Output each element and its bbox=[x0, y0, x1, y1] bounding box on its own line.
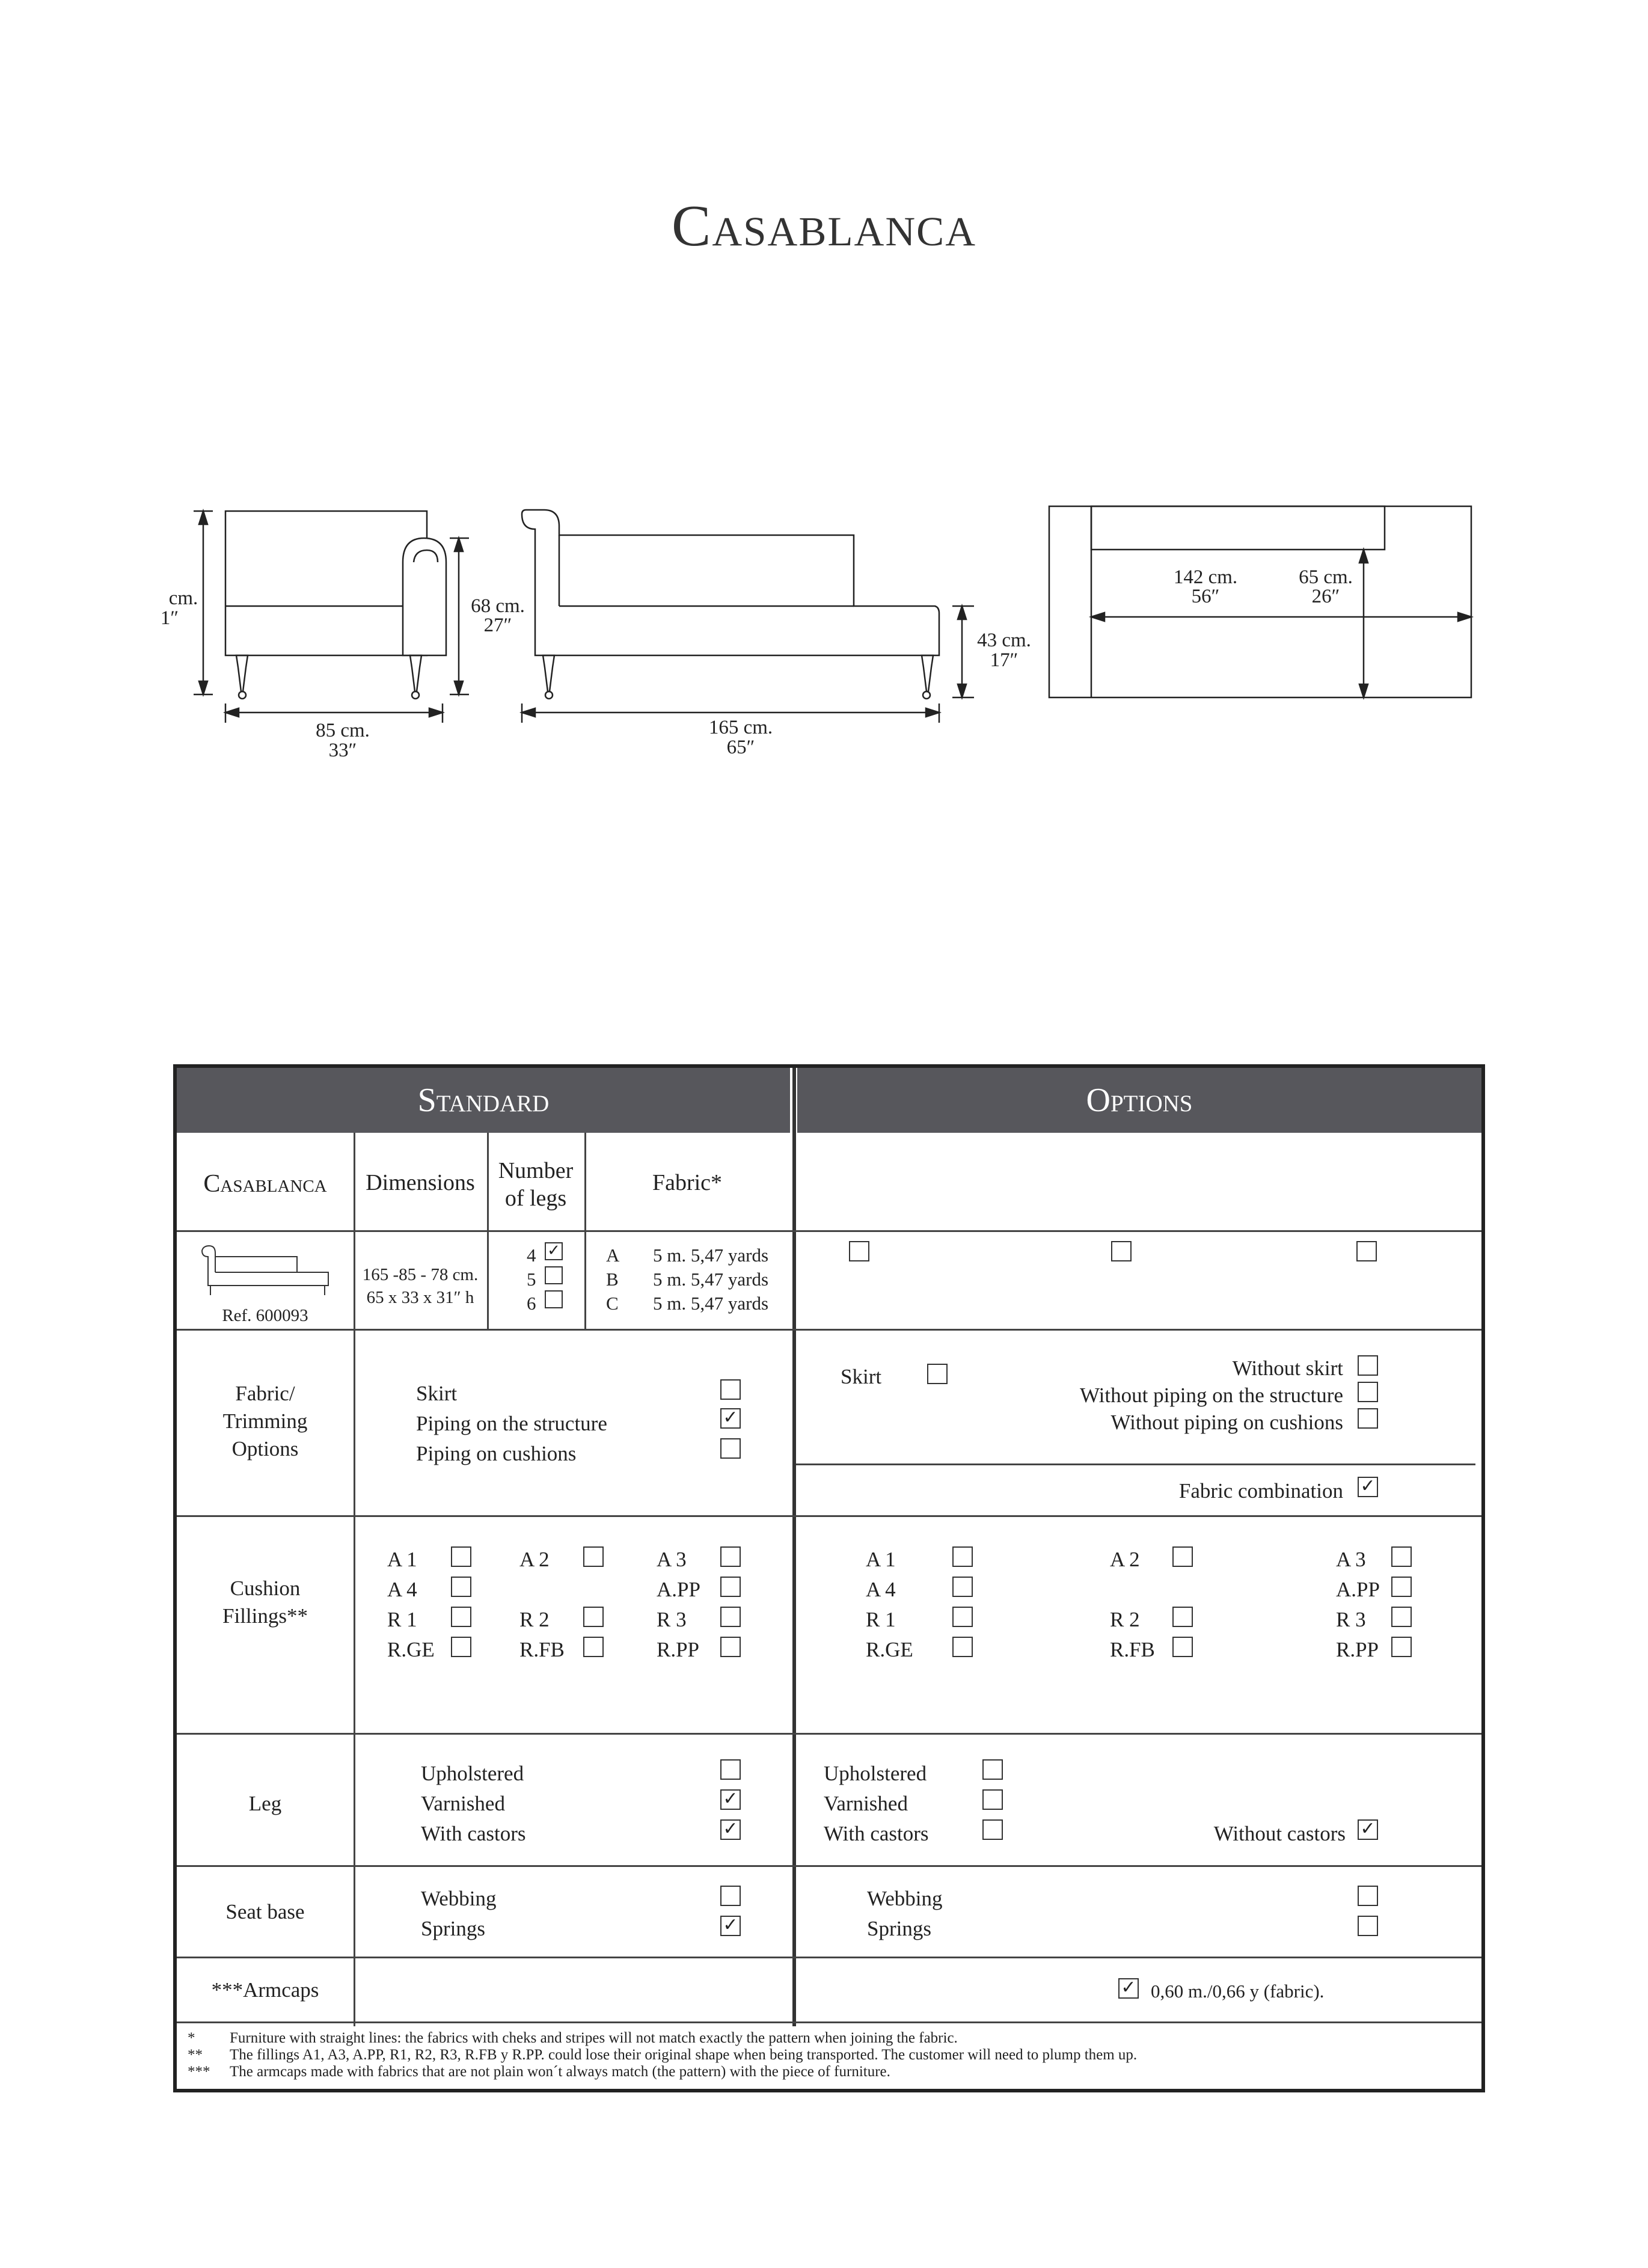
cushion-opt-a4-checkbox[interactable] bbox=[952, 1577, 973, 1597]
leg-opt-upholstered: Upholstered bbox=[824, 1762, 927, 1785]
cushion-label-1: Cushion bbox=[230, 1577, 301, 1600]
top-view-drawing bbox=[1049, 506, 1471, 697]
cushion-std-r3: R 3 bbox=[657, 1608, 687, 1631]
seat-std-springs: Springs bbox=[421, 1917, 485, 1940]
leg-std-upholstered-checkbox[interactable] bbox=[720, 1759, 741, 1780]
dimension-drawings bbox=[0, 0, 1648, 842]
cushion-std-rpp: R.PP bbox=[657, 1638, 700, 1661]
footnote-3: *** The armcaps made with fabrics that are not plain won´t always match (the pattern) with the piece of furniture. bbox=[188, 2064, 890, 2080]
arm-height-cm-label: 68 cm. bbox=[471, 595, 525, 617]
piping-structure-checkbox[interactable]: ✓ bbox=[720, 1408, 741, 1429]
cushion-std-a1-checkbox[interactable] bbox=[451, 1546, 471, 1567]
side-view-drawing bbox=[194, 511, 469, 723]
cushion-opt-a2-checkbox[interactable] bbox=[1172, 1546, 1193, 1567]
without-piping-cushions-label: Without piping on cushions bbox=[1110, 1411, 1343, 1434]
cushion-std-r1: R 1 bbox=[387, 1608, 417, 1631]
cushion-std-rge-checkbox[interactable] bbox=[451, 1637, 471, 1657]
dimensions-heading: Dimensions bbox=[366, 1170, 475, 1195]
seat-height-in-label: 17″ bbox=[990, 649, 1019, 671]
without-piping-structure-label: Without piping on the structure bbox=[1080, 1384, 1343, 1407]
cushion-std-app-checkbox[interactable] bbox=[720, 1577, 741, 1597]
length-cm-label: 165 cm. bbox=[708, 717, 773, 738]
armcaps-option-text: 0,60 m./0,66 y (fabric). bbox=[1151, 1981, 1325, 2002]
cushion-opt-app: A.PP bbox=[1336, 1578, 1380, 1601]
piping-cushions-label: Piping on cushions bbox=[416, 1442, 577, 1465]
seat-base-label: Seat base bbox=[225, 1900, 305, 1923]
product-dimensions-in: 65 x 33 x 31″ h bbox=[366, 1288, 474, 1307]
cushion-std-rfb: R.FB bbox=[519, 1638, 565, 1661]
legs-4-checkbox[interactable]: ✓ bbox=[545, 1242, 563, 1260]
without-piping-cushions-checkbox[interactable] bbox=[1358, 1408, 1378, 1429]
cushion-opt-rfb: R.FB bbox=[1110, 1638, 1155, 1661]
cushion-std-a3-checkbox[interactable] bbox=[720, 1546, 741, 1567]
fabric-trimming-label-3: Options bbox=[231, 1437, 299, 1460]
leg-label: Leg bbox=[248, 1792, 282, 1815]
fabric-combination-checkbox[interactable]: ✓ bbox=[1358, 1477, 1378, 1497]
cushion-std-a4: A 4 bbox=[387, 1578, 417, 1601]
legs-6-checkbox[interactable] bbox=[545, 1290, 563, 1308]
seat-depth-cm-label: 65 cm. bbox=[1299, 566, 1353, 588]
fabric-combination-label: Fabric combination bbox=[1178, 1479, 1343, 1503]
depth-in-label: 33″ bbox=[328, 740, 357, 761]
skirt-label: Skirt bbox=[416, 1382, 458, 1405]
leg-opt-varnished-checkbox[interactable] bbox=[982, 1789, 1003, 1810]
page-title: Casablanca bbox=[671, 194, 977, 259]
cushion-opt-r2: R 2 bbox=[1110, 1608, 1140, 1631]
cushion-opt-a2: A 2 bbox=[1110, 1548, 1140, 1571]
front-view-drawing bbox=[522, 510, 974, 723]
options-header: Options bbox=[797, 1068, 1481, 1133]
seat-length-in-label: 56″ bbox=[1191, 586, 1220, 607]
legs-5-checkbox[interactable] bbox=[545, 1266, 563, 1284]
leg-std-castors: With castors bbox=[421, 1822, 526, 1845]
cushion-label-2: Fillings** bbox=[222, 1604, 308, 1628]
legs-option-5-label: 5 bbox=[527, 1269, 536, 1290]
cushion-std-a2: A 2 bbox=[519, 1548, 550, 1571]
cushion-std-r1-checkbox[interactable] bbox=[451, 1607, 471, 1627]
fabric-amount-a: 5 m. 5,47 yards bbox=[653, 1245, 769, 1266]
fabric-amount-b: 5 m. 5,47 yards bbox=[653, 1269, 769, 1290]
legs-heading-line2: of legs bbox=[504, 1186, 567, 1211]
cushion-std-rge: R.GE bbox=[387, 1638, 435, 1661]
option-product-checkbox-3[interactable] bbox=[1356, 1241, 1377, 1261]
depth-cm-label: 85 cm. bbox=[316, 720, 370, 741]
leg-std-upholstered: Upholstered bbox=[421, 1762, 524, 1785]
option-skirt-label: Skirt bbox=[841, 1365, 882, 1388]
leg-opt-varnished: Varnished bbox=[824, 1792, 908, 1815]
cushion-opt-rpp: R.PP bbox=[1336, 1638, 1379, 1661]
cushion-opt-r2-checkbox[interactable] bbox=[1172, 1607, 1193, 1627]
without-piping-structure-checkbox[interactable] bbox=[1358, 1382, 1378, 1402]
cushion-opt-r3: R 3 bbox=[1336, 1608, 1366, 1631]
cushion-std-a1: A 1 bbox=[387, 1548, 417, 1571]
cushion-opt-app-checkbox[interactable] bbox=[1391, 1577, 1412, 1597]
legs-option-4-label: 4 bbox=[527, 1245, 536, 1266]
fabric-heading: Fabric* bbox=[652, 1170, 723, 1195]
cushion-std-a4-checkbox[interactable] bbox=[451, 1577, 471, 1597]
cushion-std-rfb-checkbox[interactable] bbox=[583, 1637, 604, 1657]
cushion-opt-a1-checkbox[interactable] bbox=[952, 1546, 973, 1567]
legs-heading-line1: Number bbox=[498, 1158, 574, 1183]
fabric-trimming-label-2: Trimming bbox=[222, 1409, 308, 1433]
seat-opt-webbing: Webbing bbox=[867, 1887, 943, 1910]
seat-std-webbing: Webbing bbox=[421, 1887, 497, 1910]
cushion-std-a2-checkbox[interactable] bbox=[583, 1546, 604, 1567]
footnote-2: ** The fillings A1, A3, A.PP, R1, R2, R3, R.FB y R.PP. could lose their original shape when being transported. The customer will need to plump them up. bbox=[188, 2047, 1138, 2063]
piping-structure-label: Piping on the structure bbox=[416, 1412, 607, 1435]
cushion-opt-a3: A 3 bbox=[1336, 1548, 1366, 1571]
fabric-amount-c: 5 m. 5,47 yards bbox=[653, 1293, 769, 1314]
fabric-grade-a: A bbox=[606, 1245, 620, 1266]
cushion-std-r2-checkbox[interactable] bbox=[583, 1607, 604, 1627]
leg-opt-castors: With castors bbox=[824, 1822, 929, 1845]
model-name: Casablanca bbox=[203, 1170, 327, 1198]
standard-header: Standard bbox=[177, 1068, 790, 1133]
seat-std-springs-checkbox[interactable]: ✓ bbox=[720, 1916, 741, 1936]
footnote-1: * Furniture with straight lines: the fabrics with cheks and stripes will not match exactly the pattern when joining the fabric. bbox=[188, 2030, 958, 2046]
seat-opt-springs-checkbox[interactable] bbox=[1358, 1916, 1378, 1936]
leg-std-varnished-checkbox[interactable]: ✓ bbox=[720, 1789, 741, 1810]
spec-table bbox=[173, 1064, 1485, 2092]
piping-cushions-checkbox[interactable] bbox=[720, 1438, 741, 1459]
without-castors-label: Without castors bbox=[1213, 1822, 1346, 1845]
leg-opt-upholstered-checkbox[interactable] bbox=[982, 1759, 1003, 1780]
cushion-opt-a4: A 4 bbox=[866, 1578, 896, 1601]
seat-height-cm-label: 43 cm. bbox=[977, 630, 1031, 651]
armcaps-option-checkbox[interactable]: ✓ bbox=[1118, 1978, 1139, 1999]
leg-std-varnished: Varnished bbox=[421, 1792, 505, 1815]
cushion-opt-rge-checkbox[interactable] bbox=[952, 1637, 973, 1657]
option-product-checkbox-1[interactable] bbox=[849, 1241, 869, 1261]
fabric-grade-b: B bbox=[606, 1269, 619, 1290]
fabric-trimming-label-1: Fabric/ bbox=[235, 1382, 295, 1405]
cushion-std-r2: R 2 bbox=[519, 1608, 550, 1631]
seat-length-cm-label: 142 cm. bbox=[1173, 566, 1238, 588]
cushion-opt-r1-checkbox[interactable] bbox=[952, 1607, 973, 1627]
cushion-opt-a3-checkbox[interactable] bbox=[1391, 1546, 1412, 1567]
cushion-std-rpp-checkbox[interactable] bbox=[720, 1637, 741, 1657]
without-skirt-checkbox[interactable] bbox=[1358, 1355, 1378, 1376]
cushion-opt-a1: A 1 bbox=[866, 1548, 896, 1571]
cushion-std-app: A.PP bbox=[657, 1578, 700, 1601]
without-skirt-label: Without skirt bbox=[1232, 1356, 1343, 1380]
seat-opt-springs: Springs bbox=[867, 1917, 931, 1940]
product-thumbnail bbox=[201, 1243, 333, 1298]
length-in-label: 65″ bbox=[726, 737, 755, 758]
height-cm-label: cm. bbox=[168, 587, 198, 609]
cushion-opt-rfb-checkbox[interactable] bbox=[1172, 1637, 1193, 1657]
product-ref: Ref. 600093 bbox=[222, 1306, 308, 1325]
seat-std-webbing-checkbox[interactable] bbox=[720, 1886, 741, 1906]
leg-std-castors-checkbox[interactable]: ✓ bbox=[720, 1819, 741, 1840]
legs-option-6-label: 6 bbox=[527, 1293, 536, 1314]
product-dimensions-cm: 165 -85 - 78 cm. bbox=[362, 1265, 479, 1284]
cushion-opt-r3-checkbox[interactable] bbox=[1391, 1607, 1412, 1627]
armcaps-label: ***Armcaps bbox=[211, 1978, 319, 2002]
fabric-grade-c: C bbox=[606, 1293, 619, 1314]
cushion-opt-rpp-checkbox[interactable] bbox=[1391, 1637, 1412, 1657]
seat-depth-in-label: 26″ bbox=[1311, 586, 1340, 607]
arm-height-in-label: 27″ bbox=[483, 615, 512, 636]
column-divider bbox=[792, 1068, 796, 2026]
cushion-std-a3: A 3 bbox=[657, 1548, 687, 1571]
seat-opt-webbing-checkbox[interactable] bbox=[1358, 1886, 1378, 1906]
leg-opt-castors-checkbox[interactable] bbox=[982, 1819, 1003, 1840]
option-product-checkbox-2[interactable] bbox=[1111, 1241, 1132, 1261]
skirt-checkbox[interactable] bbox=[720, 1379, 741, 1400]
cushion-opt-r1: R 1 bbox=[866, 1608, 896, 1631]
height-in-label: 1″ bbox=[160, 607, 179, 629]
without-castors-checkbox[interactable]: ✓ bbox=[1358, 1819, 1378, 1840]
cushion-std-r3-checkbox[interactable] bbox=[720, 1607, 741, 1627]
cushion-opt-rge: R.GE bbox=[866, 1638, 913, 1661]
